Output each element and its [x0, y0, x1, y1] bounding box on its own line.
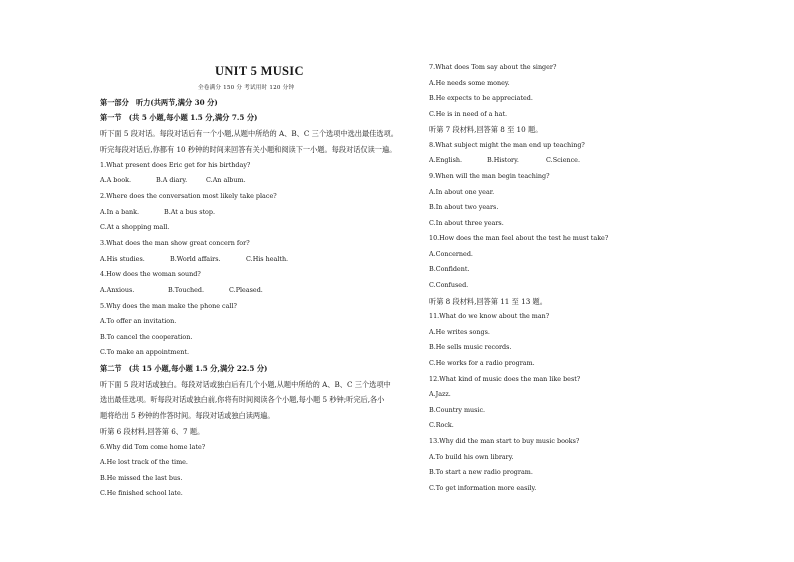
page-title: UNIT 5 MUSIC — [215, 64, 304, 78]
section2-instruction-line-2: 选出最佳选项。听每段对话或独白前,你将有时间阅读各个小题,每小题 5 秒钟;听完后,各小 — [100, 395, 385, 404]
option-c: C.Pleased. — [229, 286, 263, 294]
question-7-stem: 7.What does Tom say about the singer? — [429, 63, 557, 71]
page-subtitle: 全卷满分 150 分 考试用时 120 分钟 — [198, 85, 295, 91]
section2-instruction-line-3: 题将给出 5 秒钟的作答时间。每段对话或独白读两遍。 — [100, 411, 275, 420]
question-13-stem: 13.Why did the man start to buy music books? — [429, 437, 580, 445]
option-a: A.His studies. — [100, 255, 145, 263]
option-b: B.At a bus stop. — [164, 208, 216, 216]
question-3-options — [100, 255, 288, 264]
material-7-instruction: 听第 7 段材料,回答第 8 至 10 题。 — [429, 125, 543, 134]
question-12-stem: 12.What kind of music does the man like best? — [429, 375, 581, 383]
question-11-option-a: A.He writes songs. — [429, 328, 490, 336]
question-6-option-c: C.He finished school late. — [100, 489, 183, 497]
question-2-options — [100, 208, 215, 217]
section2-instruction-line-1: 听下面 5 段对话或独白。每段对话或独白后有几个小题,从题中所给的 A、B、C 三个选项中 — [100, 380, 391, 389]
section1-instruction-line-2: 听完每段对话后,你都有 10 秒钟的时间来回答有关小题和阅读下一小题。每段对话仅读一遍。 — [100, 145, 397, 154]
question-11-stem: 11.What do we know about the man? — [429, 312, 550, 320]
question-9-option-c: C.In about three years. — [429, 219, 504, 227]
question-9-option-a: A.In about one year. — [429, 188, 495, 196]
question-12-option-b: B.Country music. — [429, 406, 486, 414]
question-12-option-a: A.Jazz. — [429, 390, 451, 398]
question-6-stem: 6.Why did Tom come home late? — [100, 443, 206, 451]
question-2-stem: 2.Where does the conversation most likely take place? — [100, 192, 277, 200]
question-9-option-b: B.In about two years. — [429, 203, 499, 211]
question-1-stem: 1.What present does Eric get for his birthday? — [100, 161, 251, 169]
question-12-option-c: C.Rock. — [429, 421, 454, 429]
question-5-option-c: C.To make an appointment. — [100, 348, 189, 356]
option-b: B.World affairs. — [170, 255, 221, 263]
option-b: B.Touched. — [168, 286, 205, 294]
question-13-option-a: A.To build his own library. — [429, 453, 514, 461]
question-6-option-b: B.He missed the last bus. — [100, 474, 183, 482]
question-5-option-b: B.To cancel the cooperation. — [100, 333, 193, 341]
section1-instruction-line-1: 听下面 5 段对话。每段对话后有一个小题,从题中所给的 A、B、C 三个选项中选出最佳选项。 — [100, 129, 398, 138]
option-b: B.History. — [487, 156, 519, 164]
question-4-options — [100, 286, 263, 295]
question-7-option-b: B.He expects to be appreciated. — [429, 94, 533, 102]
question-11-option-c: C.He works for a radio program. — [429, 359, 535, 367]
question-1-options — [100, 176, 246, 185]
section2-heading: 第二节 (共 15 小题,每小题 1.5 分,满分 22.5 分) — [100, 364, 268, 373]
section1-heading: 第一节 (共 5 小题,每小题 1.5 分,满分 7.5 分) — [100, 113, 258, 122]
question-10-option-a: A.Concerned. — [429, 250, 473, 258]
question-8-options — [429, 156, 580, 165]
option-a: A.Anxious. — [100, 286, 135, 294]
question-11-option-b: B.He sells music records. — [429, 343, 512, 351]
question-10-option-c: C.Confused. — [429, 281, 469, 289]
question-3-stem: 3.What does the man show great concern for? — [100, 239, 250, 247]
material-6-instruction: 听第 6 段材料,回答第 6、7 题。 — [100, 427, 205, 436]
option-c: C.His health. — [246, 255, 289, 263]
option-a: A.A book. — [100, 176, 131, 184]
question-9-stem: 9.When will the man begin teaching? — [429, 172, 550, 180]
question-8-stem: 8.What subject might the man end up teaching? — [429, 141, 585, 149]
material-8-instruction: 听第 8 段材料,回答第 11 至 13 题。 — [429, 297, 547, 306]
question-5-stem: 5.Why does the man make the phone call? — [100, 302, 237, 310]
option-a: A.In a bank. — [100, 208, 140, 216]
option-c: C.An album. — [206, 176, 246, 184]
question-4-stem: 4.How does the woman sound? — [100, 270, 201, 278]
question-6-option-a: A.He lost track of the time. — [100, 458, 188, 466]
option-a: A.English. — [429, 156, 463, 164]
question-5-option-a: A.To offer an invitation. — [100, 317, 177, 325]
question-13-option-b: B.To start a new radio program. — [429, 468, 533, 476]
question-13-option-c: C.To get information more easily. — [429, 484, 537, 492]
question-7-option-c: C.He is in need of a hat. — [429, 110, 508, 118]
option-c: C.Science. — [546, 156, 580, 164]
question-2-option-c: C.At a shopping mall. — [100, 223, 170, 231]
question-10-stem: 10.How does the man feel about the test he must take? — [429, 234, 609, 242]
option-b: B.A diary. — [156, 176, 188, 184]
question-10-option-b: B.Confident. — [429, 265, 470, 273]
question-7-option-a: A.He needs some money. — [429, 79, 510, 87]
part1-heading: 第一部分 听力(共两节,满分 30 分) — [100, 98, 218, 107]
